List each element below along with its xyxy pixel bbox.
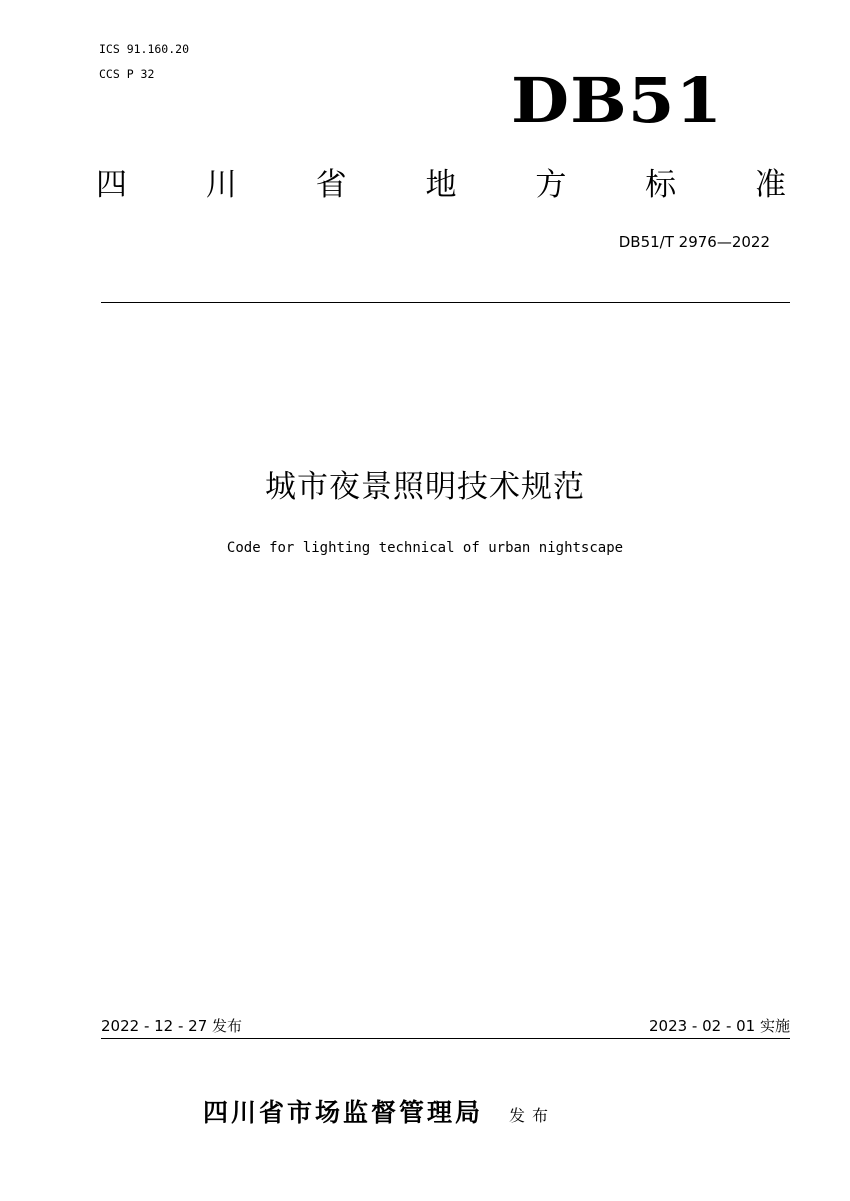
standard-type-char: 标 [645,167,677,203]
standard-type-char: 省 [315,167,347,203]
title-chinese: 城市夜景照明技术规范 [265,469,585,505]
standard-number: DB51/T 2976—2022 [618,233,770,251]
standard-type-char: 川 [205,167,237,203]
bottom-divider [101,1038,790,1039]
implementation-date: 2023 - 02 - 01 实施 [648,1017,790,1035]
ics-code: ICS 91.160.20 [99,42,190,56]
top-divider [101,302,790,303]
ccs-code: CCS P 32 [99,67,155,81]
standard-type-heading [96,168,786,202]
standard-type-char: 准 [754,167,786,203]
issuer-name: 四川省市场监督管理局 [203,1098,484,1127]
db51-logo: DB51 [511,64,724,137]
standard-type-char: 地 [425,167,457,203]
issuer-block [203,1097,555,1129]
title-english: Code for lighting technical of urban nightscape [226,540,624,556]
standard-type-char: 方 [535,167,567,203]
issuer-suffix: 发布 [509,1106,556,1125]
standard-type-char: 四 [96,167,127,203]
issue-date: 2022 - 12 - 27 发布 [101,1017,243,1035]
